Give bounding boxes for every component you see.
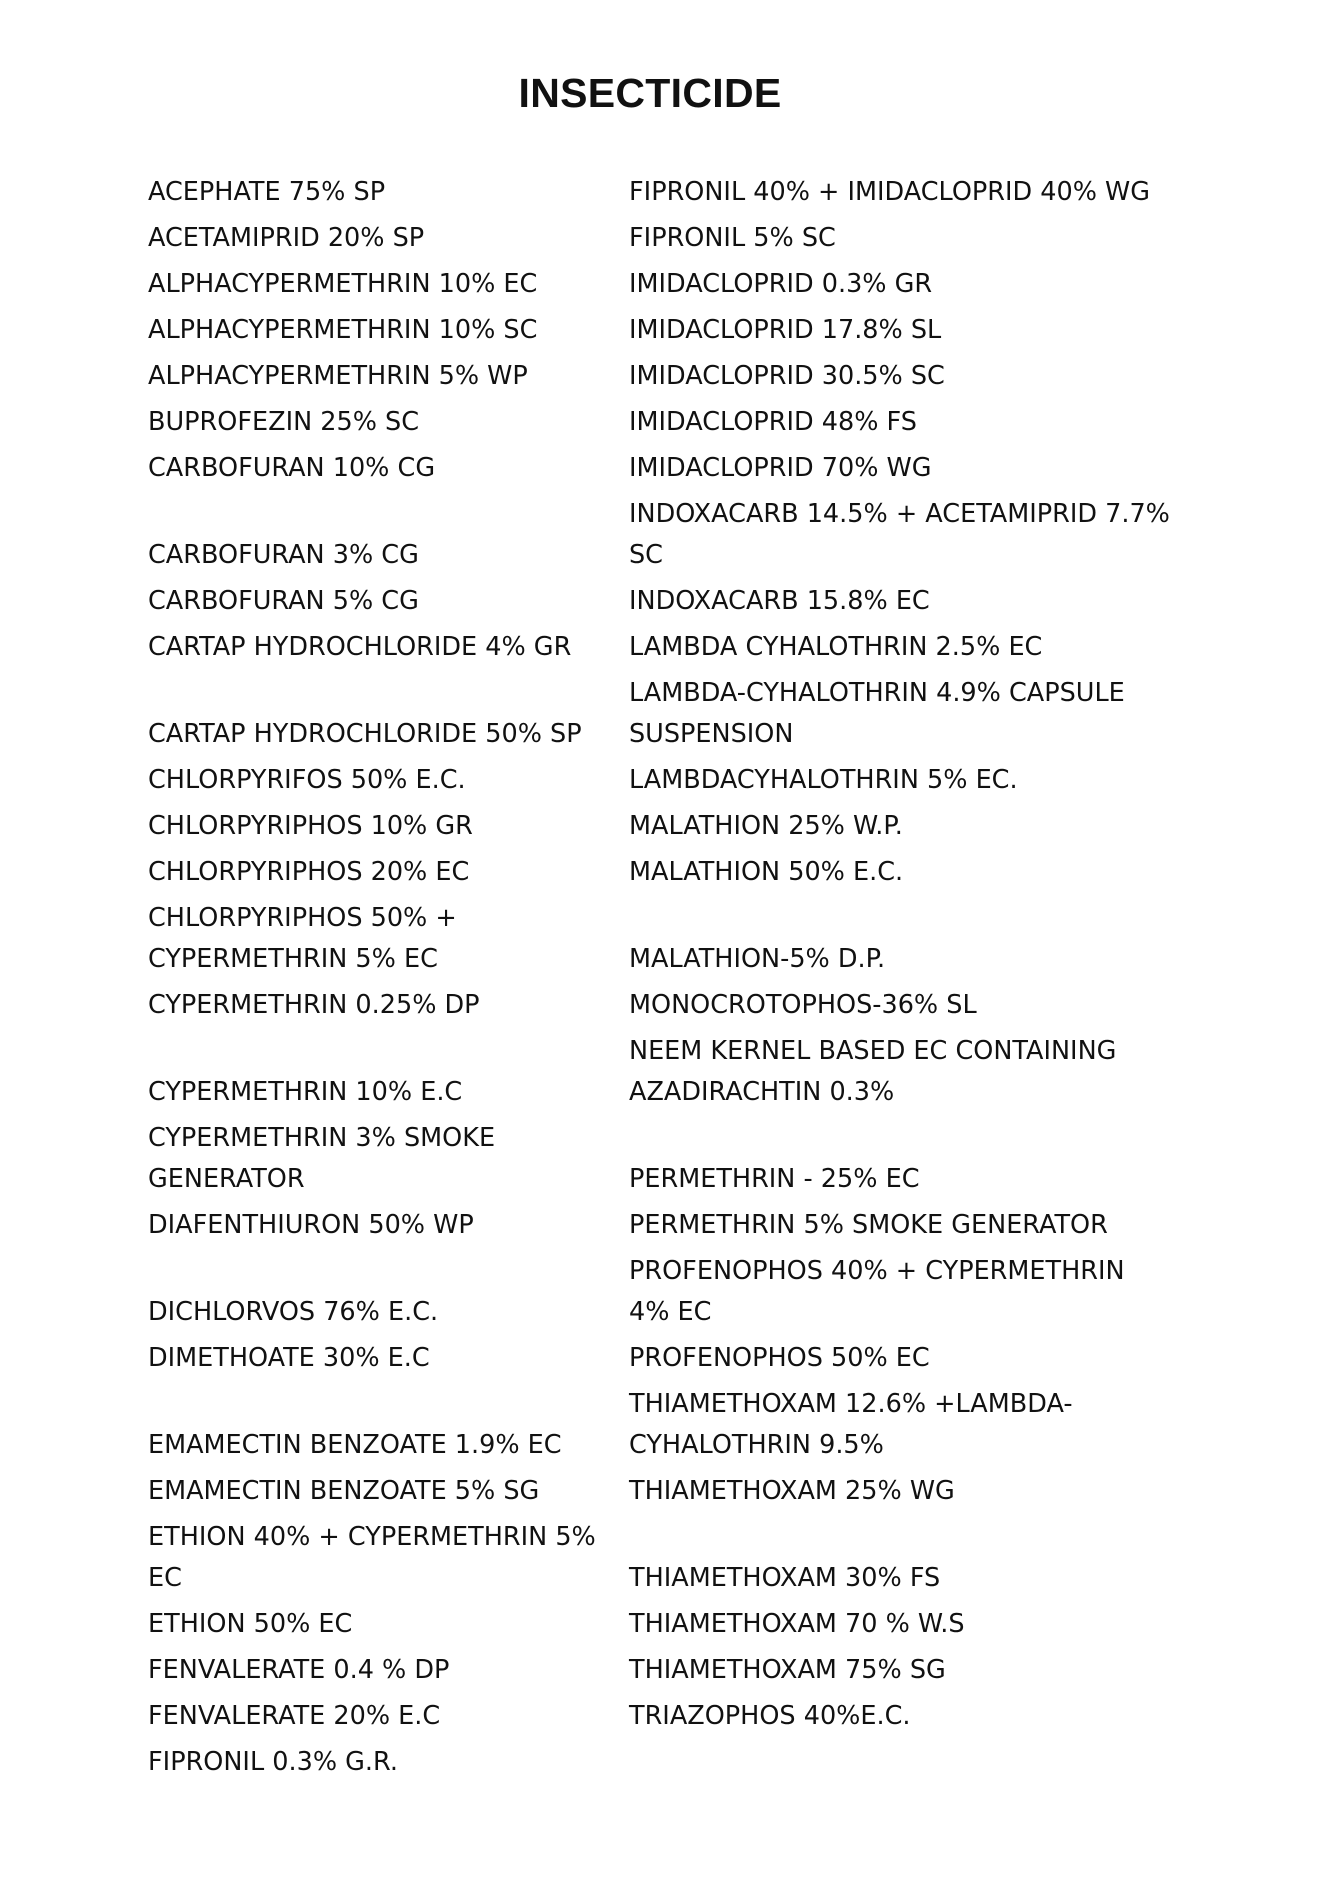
table-row — [142, 1602, 1172, 1648]
left-column-item: CHLORPYRIPHOS 10% GR — [148, 811, 473, 841]
right-column-item: THIAMETHOXAM 75% SG — [629, 1655, 946, 1685]
left-column-item: FENVALERATE 0.4 % DP — [148, 1655, 450, 1685]
left-column-item: BUPROFEZIN 25% SC — [148, 407, 420, 437]
table-row — [142, 758, 1172, 804]
left-column-item: CARBOFURAN 5% CG — [148, 586, 419, 616]
table-row — [142, 579, 1172, 625]
right-column-item: THIAMETHOXAM 70 % W.S — [629, 1609, 965, 1639]
left-column-item: DICHLORVOS 76% E.C. — [148, 1297, 439, 1327]
page-title: INSECTICIDE — [518, 70, 782, 116]
left-column-item: CYPERMETHRIN 10% E.C — [148, 1077, 463, 1107]
right-column-item: INDOXACARB 15.8% EC — [629, 586, 930, 616]
table-row — [142, 850, 1172, 896]
table-row — [142, 625, 1172, 671]
left-column-item: FENVALERATE 20% E.C — [148, 1701, 441, 1731]
table-row — [142, 671, 1172, 758]
table-row — [142, 1469, 1172, 1515]
left-column-item: DIAFENTHIURON 50% WP — [148, 1210, 474, 1240]
right-column-item: TRIAZOPHOS 40%E.C. — [629, 1701, 911, 1731]
right-column-item: MONOCROTOPHOS-36% SL — [629, 990, 977, 1020]
right-column-item — [627, 1740, 1172, 1786]
left-column-item: CYPERMETHRIN 3% SMOKE GENERATOR — [148, 1123, 496, 1194]
left-column-item: ALPHACYPERMETHRIN 5% WP — [148, 361, 528, 391]
table-row — [142, 1336, 1172, 1382]
left-column-item: ACETAMIPRID 20% SP — [148, 223, 425, 253]
table-row — [142, 354, 1172, 400]
left-column-item: ETHION 50% EC — [148, 1609, 353, 1639]
left-column-item: ALPHACYPERMETHRIN 10% EC — [148, 269, 538, 299]
right-column-item: MALATHION-5% D.P. — [629, 944, 886, 974]
table-row — [142, 1249, 1172, 1336]
right-column-item: IMIDACLOPRID 30.5% SC — [629, 361, 945, 391]
right-column-item: NEEM KERNEL BASED EC CONTAINING AZADIRACHTIN 0.3% — [629, 1036, 1117, 1107]
right-column-item: THIAMETHOXAM 30% FS — [629, 1563, 941, 1593]
table-row — [142, 1694, 1172, 1740]
table-row — [142, 1648, 1172, 1694]
right-column-item: THIAMETHOXAM 12.6% +LAMBDA-CYHALOTHRIN 9.5% — [629, 1389, 1073, 1460]
table-row — [142, 216, 1172, 262]
right-column-item: FIPRONIL 5% SC — [629, 223, 836, 253]
right-column-item: IMIDACLOPRID 48% FS — [629, 407, 917, 437]
left-column-item: ALPHACYPERMETHRIN 10% SC — [148, 315, 538, 345]
left-column-item: ETHION 40% + CYPERMETHRIN 5% EC — [148, 1522, 596, 1593]
right-column-item: LAMBDACYHALOTHRIN 5% EC. — [629, 765, 1018, 795]
insecticide-table — [142, 170, 1172, 1786]
right-column-item: INDOXACARB 14.5% + ACETAMIPRID 7.7% SC — [629, 499, 1170, 570]
table-row — [142, 1382, 1172, 1469]
left-column-item: DIMETHOATE 30% E.C — [148, 1343, 430, 1373]
right-column-item: IMIDACLOPRID 70% WG — [629, 453, 932, 483]
table-row — [142, 804, 1172, 850]
left-column-item: ACEPHATE 75% SP — [148, 177, 386, 207]
right-column-item: THIAMETHOXAM 25% WG — [629, 1476, 955, 1506]
right-column-item: PROFENOPHOS 40% + CYPERMETHRIN 4% EC — [629, 1256, 1125, 1327]
table-row — [142, 400, 1172, 446]
table-row — [142, 308, 1172, 354]
table-row — [142, 492, 1172, 579]
left-column-item: CARTAP HYDROCHLORIDE 4% GR — [148, 632, 572, 662]
table-row — [142, 446, 1172, 492]
right-column-item: IMIDACLOPRID 0.3% GR — [629, 269, 933, 299]
right-column-item: LAMBDA CYHALOTHRIN 2.5% EC — [629, 632, 1043, 662]
left-column-item: CARBOFURAN 10% CG — [148, 453, 436, 483]
right-column-item: PERMETHRIN - 25% EC — [629, 1164, 920, 1194]
right-column-item: LAMBDA-CYHALOTHRIN 4.9% CAPSULE SUSPENSION — [629, 678, 1125, 749]
right-column-item: FIPRONIL 40% + IMIDACLOPRID 40% WG — [629, 177, 1151, 207]
right-column-item: MALATHION 25% W.P. — [629, 811, 903, 841]
right-column-item: PROFENOPHOS 50% EC — [629, 1343, 930, 1373]
left-column-item: EMAMECTIN BENZOATE 1.9% EC — [148, 1430, 562, 1460]
insecticide-table-body — [142, 170, 1172, 1786]
left-column-item: CARBOFURAN 3% CG — [148, 540, 419, 570]
right-column-item: IMIDACLOPRID 17.8% SL — [629, 315, 942, 345]
left-column-item: FIPRONIL 0.3% G.R. — [148, 1747, 398, 1777]
table-row — [142, 983, 1172, 1029]
right-column-item: PERMETHRIN 5% SMOKE GENERATOR — [629, 1210, 1108, 1240]
table-row — [142, 1203, 1172, 1249]
table-row — [142, 262, 1172, 308]
table-row — [142, 1116, 1172, 1203]
left-column-item: EMAMECTIN BENZOATE 5% SG — [148, 1476, 540, 1506]
table-row — [142, 1029, 1172, 1116]
table-row — [142, 170, 1172, 216]
right-column-item: MALATHION 50% E.C. — [629, 857, 904, 887]
left-column-item: CHLORPYRIPHOS 20% EC — [148, 857, 470, 887]
left-column-item: CHLORPYRIFOS 50% E.C. — [148, 765, 466, 795]
left-column-item: CARTAP HYDROCHLORIDE 50% SP — [148, 719, 582, 749]
left-column-item: CYPERMETHRIN 0.25% DP — [148, 990, 480, 1020]
left-column-item: CHLORPYRIPHOS 50% + CYPERMETHRIN 5% EC — [148, 903, 457, 974]
table-row — [142, 896, 1172, 983]
table-row — [142, 1740, 1172, 1786]
table-row — [142, 1515, 1172, 1602]
